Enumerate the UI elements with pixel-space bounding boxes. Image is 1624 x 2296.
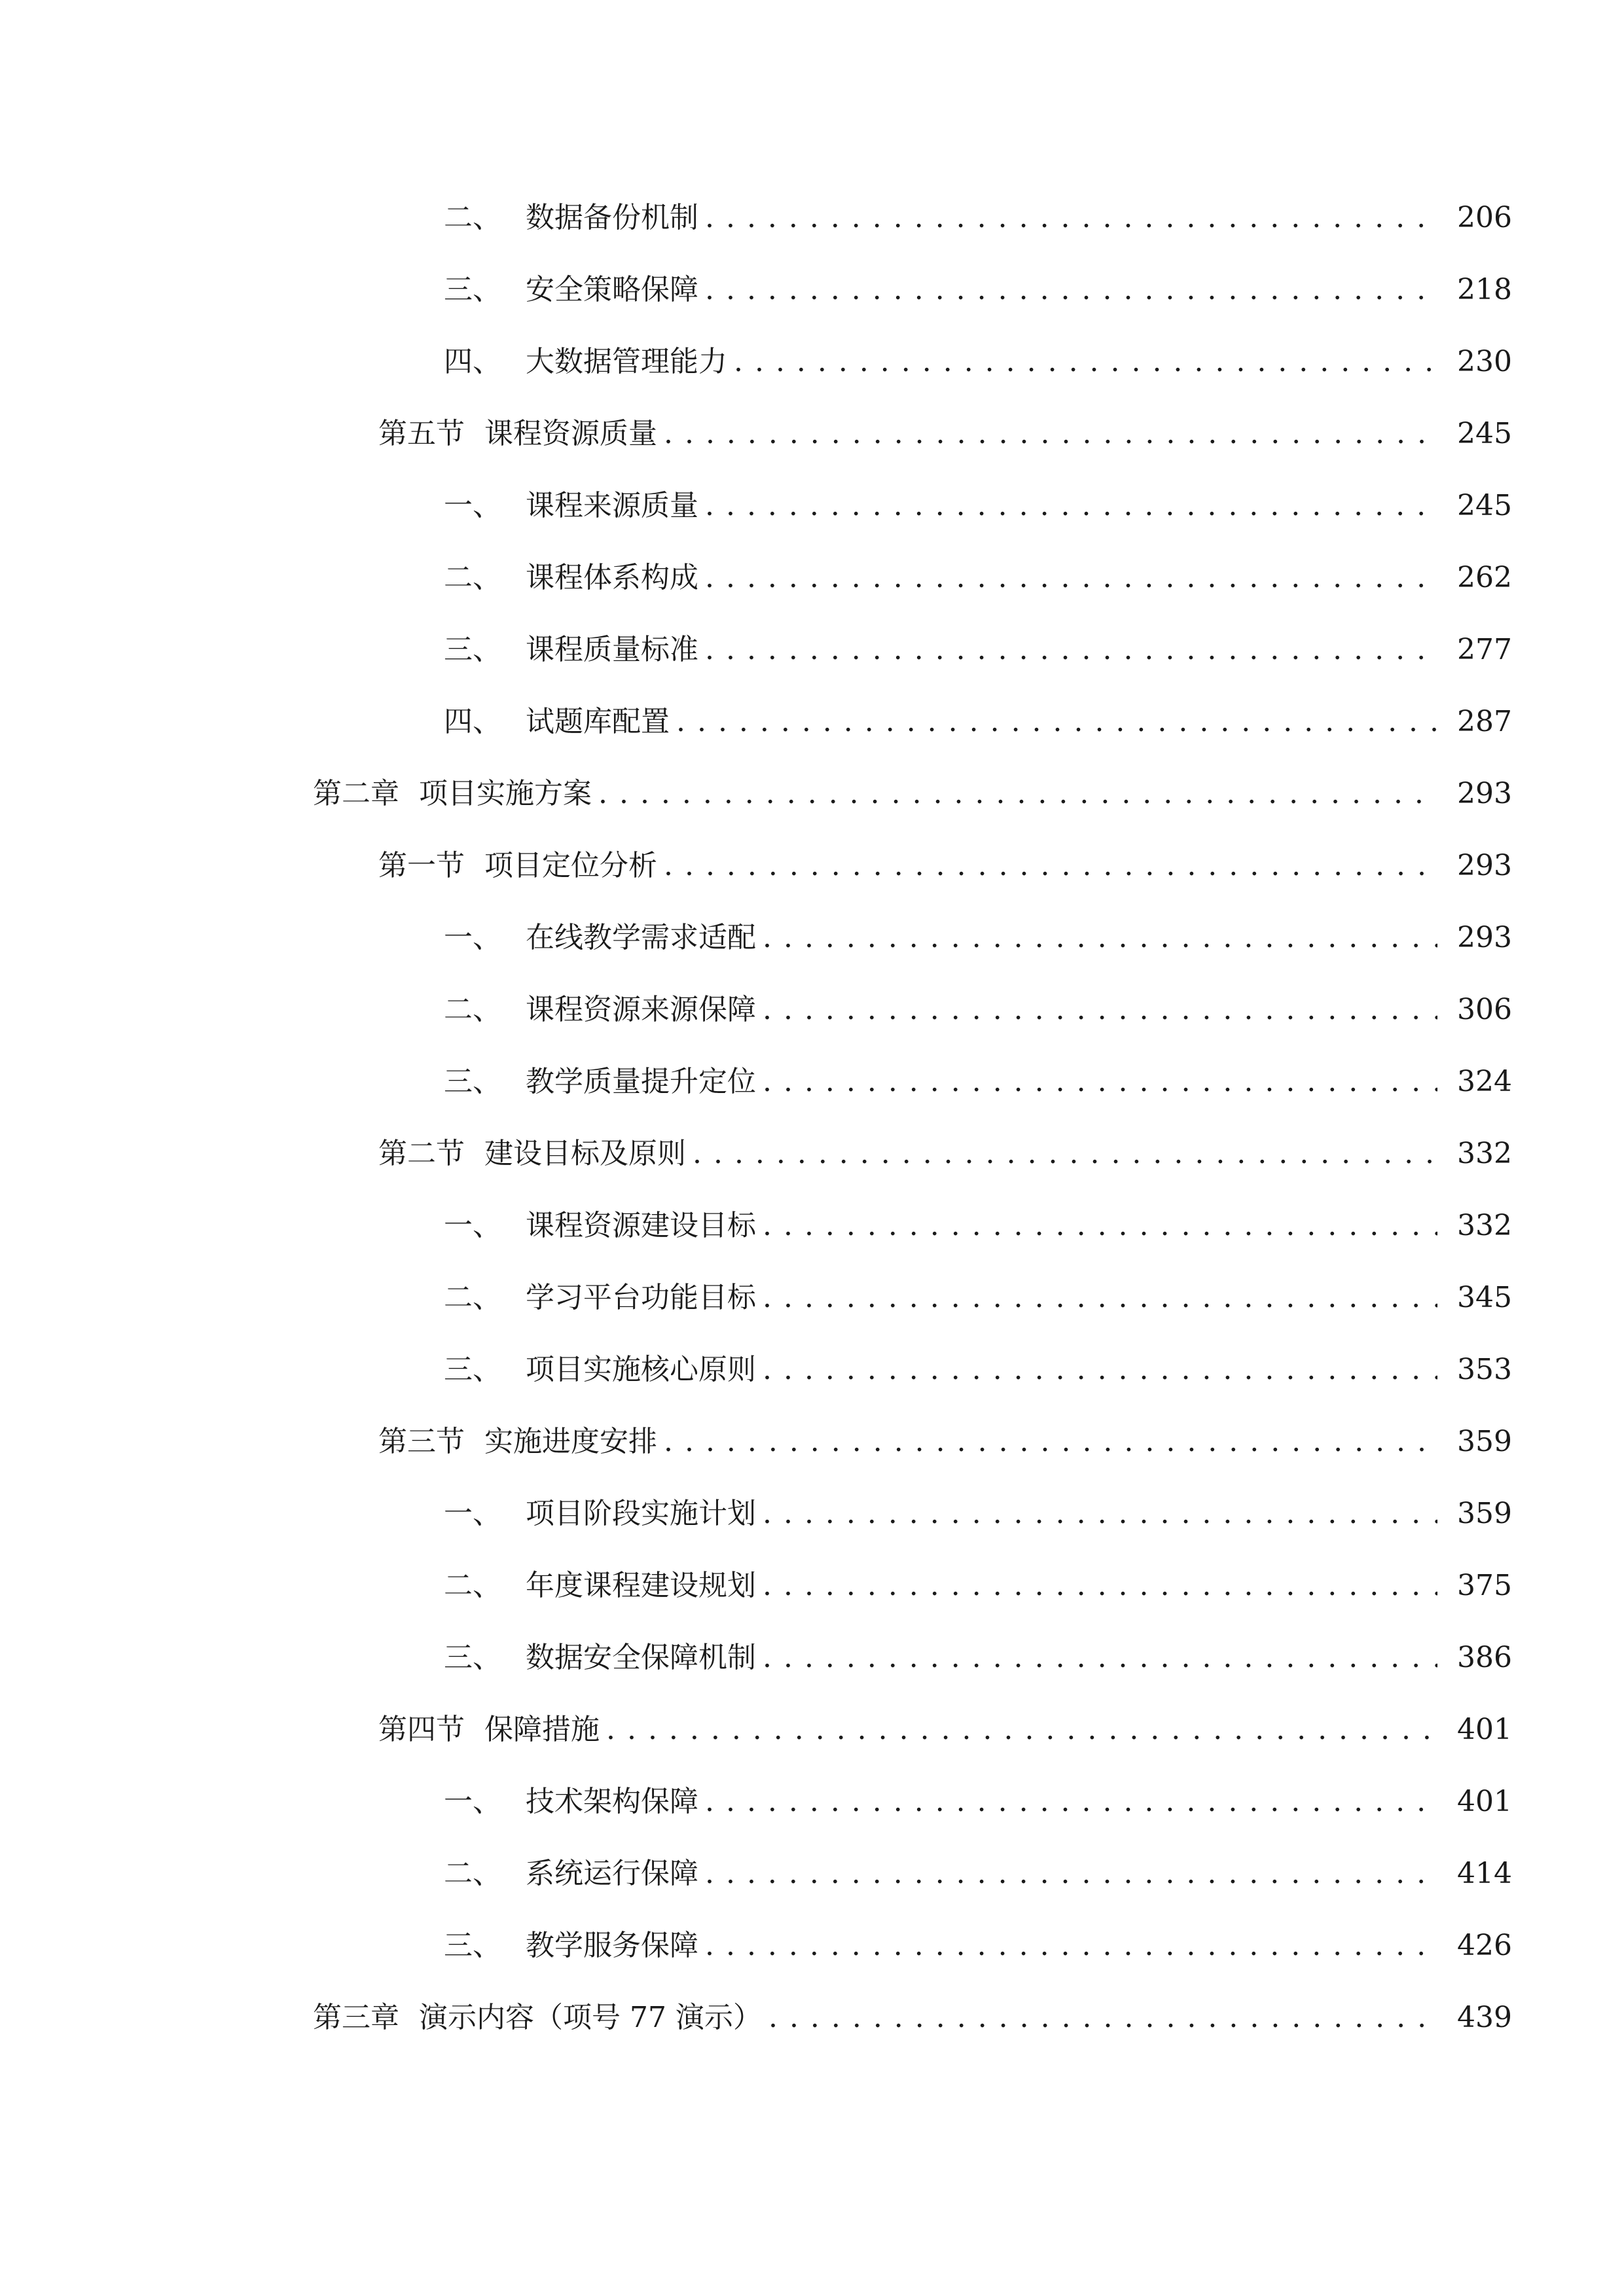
dot-leader (705, 1848, 1437, 1900)
toc-entry-prefix: 三、 (444, 1641, 501, 1674)
dot-leader (763, 1272, 1437, 1324)
toc-entry-title: 建设目标及原则 (484, 1137, 686, 1170)
toc-entry-page-number: 206 (1457, 201, 1512, 234)
dot-leader (664, 1416, 1437, 1468)
toc-entry-prefix: 第四节 (378, 1713, 465, 1746)
dot-leader (676, 696, 1437, 748)
dot-leader (664, 840, 1437, 892)
toc-entry-title: 年度课程建设规划 (526, 1569, 756, 1602)
toc-entry-title: 学习平台功能目标 (526, 1281, 756, 1314)
toc-entry-title: 项目阶段实施计划 (526, 1497, 756, 1530)
toc-entry[interactable] (444, 696, 1512, 748)
toc-entry[interactable] (444, 1272, 1512, 1324)
toc-entry-page-number: 401 (1457, 1785, 1512, 1818)
toc-entry-page-number: 332 (1457, 1209, 1512, 1242)
toc-entry[interactable] (444, 1920, 1512, 1972)
toc-entry[interactable] (444, 1056, 1512, 1108)
toc-entry-page-number: 439 (1457, 2001, 1512, 2034)
toc-entry-title: 实施进度安排 (484, 1425, 657, 1458)
toc-entry-title: 课程资源建设目标 (526, 1209, 756, 1242)
dot-leader (763, 984, 1437, 1036)
toc-entry[interactable] (444, 480, 1512, 532)
toc-entry-prefix: 第五节 (378, 417, 465, 450)
toc-entry[interactable] (444, 1200, 1512, 1252)
toc-entry-prefix: 四、 (444, 705, 501, 738)
toc-entry-prefix: 二、 (444, 201, 501, 234)
toc-entry-prefix: 二、 (444, 1281, 501, 1314)
toc-entry-page-number: 293 (1457, 849, 1512, 882)
toc-entry-title: 技术架构保障 (526, 1785, 698, 1818)
toc-entry-page-number: 293 (1457, 777, 1512, 810)
toc-entry-prefix: 三、 (444, 633, 501, 666)
toc-entry-title: 安全策略保障 (526, 273, 698, 306)
toc-entry-prefix: 一、 (444, 1785, 501, 1818)
toc-entry-title: 在线教学需求适配 (526, 921, 756, 954)
toc-entry-page-number: 277 (1457, 633, 1512, 666)
toc-entry-page-number: 218 (1457, 273, 1512, 306)
toc-entry-prefix: 第三章 (313, 2001, 399, 2034)
toc-entry[interactable] (444, 624, 1512, 676)
toc-entry-prefix: 第二章 (313, 777, 399, 810)
toc-entry-title: 教学质量提升定位 (526, 1065, 756, 1098)
dot-leader (763, 1344, 1437, 1396)
dot-leader (705, 480, 1437, 532)
toc-entry-title: 课程资源来源保障 (526, 993, 756, 1026)
toc-entry-page-number: 386 (1457, 1641, 1512, 1674)
toc-entry[interactable] (444, 1344, 1512, 1396)
toc-entry-page-number: 375 (1457, 1569, 1512, 1602)
toc-entry[interactable] (444, 984, 1512, 1036)
toc-entry-prefix: 三、 (444, 1065, 501, 1098)
toc-entry-page-number: 359 (1457, 1425, 1512, 1458)
dot-leader (598, 768, 1437, 820)
dot-leader (705, 1776, 1437, 1828)
toc-entry[interactable] (444, 1848, 1512, 1900)
dot-leader (763, 1488, 1437, 1540)
dot-leader (705, 192, 1437, 244)
toc-entry-title: 保障措施 (484, 1713, 600, 1746)
toc-entry[interactable] (444, 552, 1512, 604)
toc-entry-page-number: 262 (1457, 561, 1512, 594)
toc-entry[interactable] (378, 840, 1512, 892)
toc-entry-prefix: 第一节 (378, 849, 465, 882)
toc-entry-page-number: 345 (1457, 1281, 1512, 1314)
dot-leader (664, 408, 1437, 460)
toc-entry-title: 项目定位分析 (484, 849, 657, 882)
toc-entry-page-number: 353 (1457, 1353, 1512, 1386)
toc-entry-prefix: 一、 (444, 1497, 501, 1530)
toc-entry[interactable] (378, 408, 1512, 460)
toc-entry-prefix: 一、 (444, 489, 501, 522)
dot-leader (763, 1200, 1437, 1252)
toc-entry-page-number: 245 (1457, 417, 1512, 450)
toc-entry[interactable] (444, 336, 1512, 388)
dot-leader (763, 1632, 1437, 1684)
toc-entry-title: 教学服务保障 (526, 1929, 698, 1962)
toc-entry[interactable] (313, 1992, 1512, 2044)
dot-leader (734, 336, 1437, 388)
toc-entry-title: 试题库配置 (526, 705, 670, 738)
toc-entry-page-number: 324 (1457, 1065, 1512, 1098)
toc-entry-page-number: 306 (1457, 993, 1512, 1026)
dot-leader (763, 912, 1437, 964)
toc-entry-page-number: 359 (1457, 1497, 1512, 1530)
toc-entry[interactable] (378, 1416, 1512, 1468)
dot-leader (693, 1128, 1437, 1180)
toc-entry-title: 项目实施方案 (419, 777, 592, 810)
toc-entry-title: 系统运行保障 (526, 1857, 698, 1890)
dot-leader (705, 552, 1437, 604)
toc-entry-title: 课程资源质量 (484, 417, 657, 450)
toc-entry-page-number: 414 (1457, 1857, 1512, 1890)
toc-entry-page-number: 332 (1457, 1137, 1512, 1170)
toc-entry[interactable] (444, 1776, 1512, 1828)
toc-entry-prefix: 二、 (444, 561, 501, 594)
toc-entry-prefix: 三、 (444, 1353, 501, 1386)
toc-entry-title: 数据安全保障机制 (526, 1641, 756, 1674)
toc-entry[interactable] (378, 1128, 1512, 1180)
toc-entry-title: 项目实施核心原则 (526, 1353, 756, 1386)
toc-entry-title: 大数据管理能力 (526, 345, 727, 378)
toc-entry[interactable] (444, 264, 1512, 316)
toc-entry[interactable] (444, 1632, 1512, 1684)
toc-entry[interactable] (378, 1704, 1512, 1756)
dot-leader (768, 1992, 1437, 2044)
toc-entry[interactable] (444, 912, 1512, 964)
toc-entry-prefix: 第二节 (378, 1137, 465, 1170)
toc-entry[interactable] (444, 1488, 1512, 1540)
toc-entry-prefix: 一、 (444, 1209, 501, 1242)
toc-entry-page-number: 293 (1457, 921, 1512, 954)
toc-entry-prefix: 第三节 (378, 1425, 465, 1458)
toc-entry-prefix: 二、 (444, 993, 501, 1026)
dot-leader (705, 264, 1437, 316)
toc-entry-page-number: 245 (1457, 489, 1512, 522)
toc-entry-prefix: 二、 (444, 1569, 501, 1602)
dot-leader (763, 1056, 1437, 1108)
dot-leader (763, 1560, 1437, 1612)
toc-entry-prefix: 一、 (444, 921, 501, 954)
dot-leader (705, 1920, 1437, 1972)
toc-entry-page-number: 401 (1457, 1713, 1512, 1746)
toc-entry-prefix: 三、 (444, 1929, 501, 1962)
toc-entry-title: 数据备份机制 (526, 201, 698, 234)
toc-entry[interactable] (444, 192, 1512, 244)
toc-entry[interactable] (313, 768, 1512, 820)
dot-leader (606, 1704, 1437, 1756)
toc-entry-page-number: 426 (1457, 1929, 1512, 1962)
toc-entry-title: 演示内容（项号 77 演示） (419, 2001, 762, 2034)
toc-entry-prefix: 二、 (444, 1857, 501, 1890)
toc-entry-page-number: 230 (1457, 345, 1512, 378)
toc-entry-title: 课程体系构成 (526, 561, 698, 594)
toc-entry-prefix: 四、 (444, 345, 501, 378)
dot-leader (705, 624, 1437, 676)
toc-entry-page-number: 287 (1457, 705, 1512, 738)
toc-entry-title: 课程来源质量 (526, 489, 698, 522)
toc-entry-prefix: 三、 (444, 273, 501, 306)
toc-entry[interactable] (444, 1560, 1512, 1612)
toc-entry-title: 课程质量标准 (526, 633, 698, 666)
